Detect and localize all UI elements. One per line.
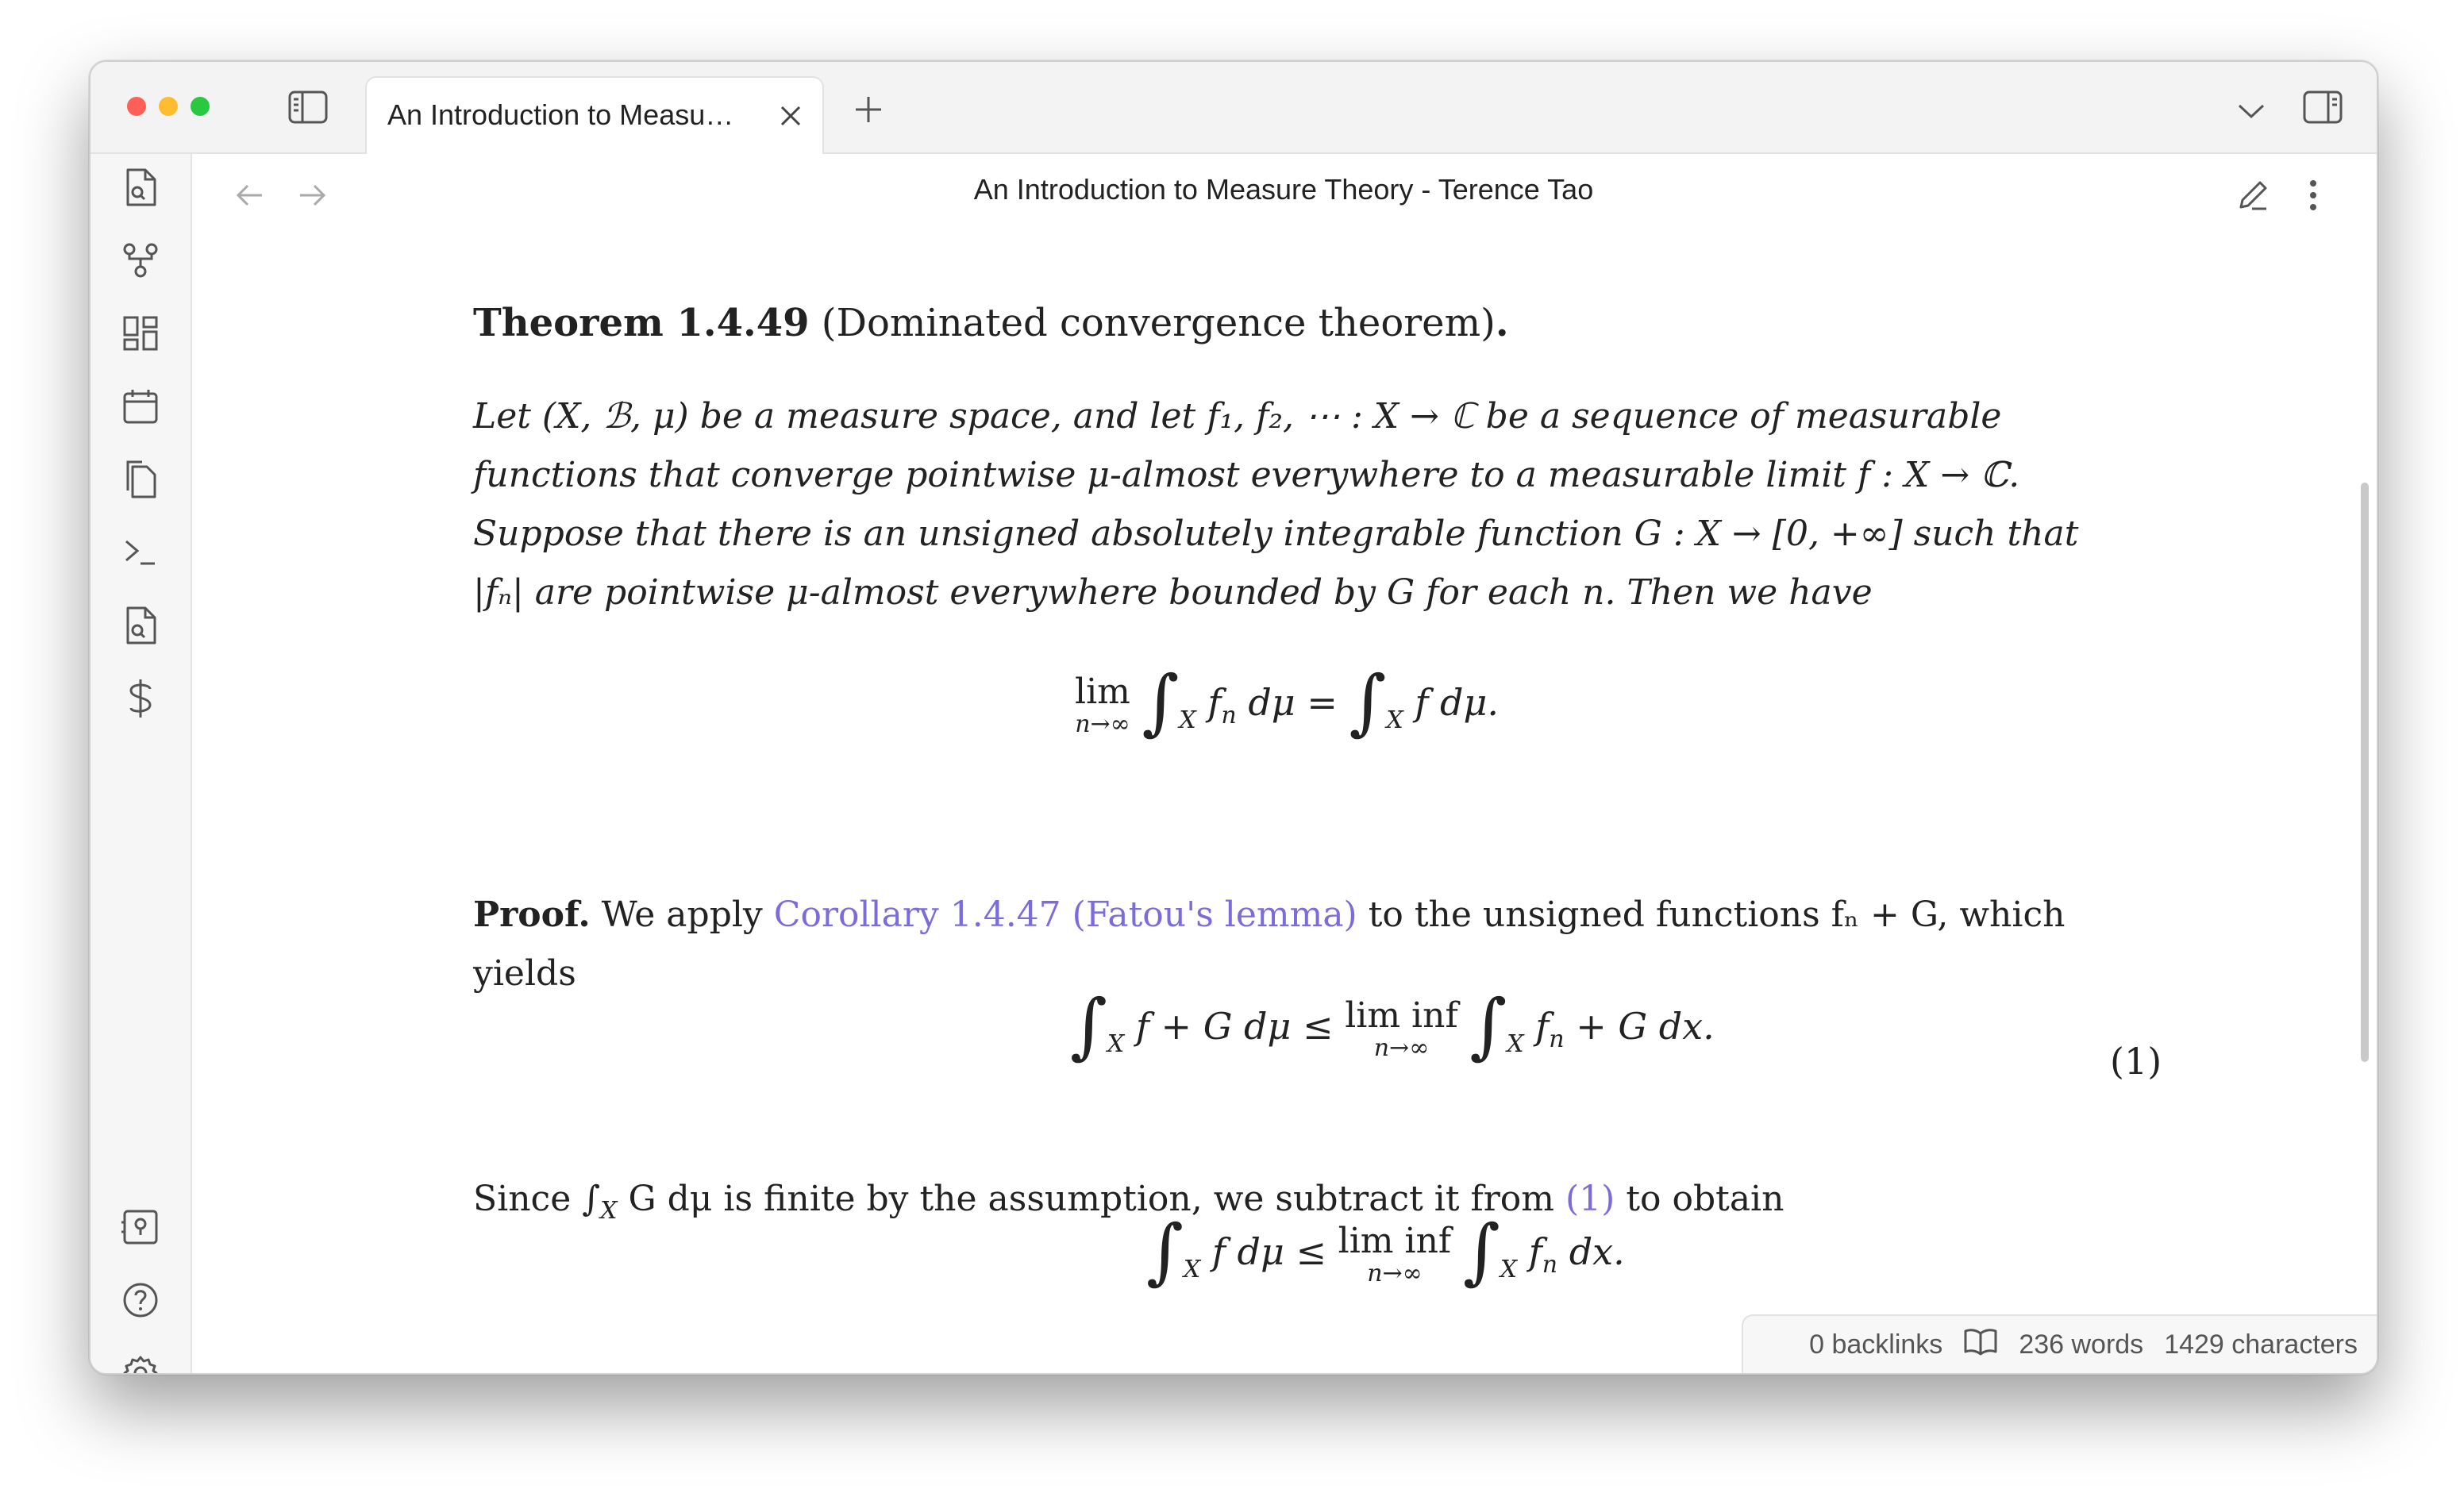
eq1-liminf: lim inf xyxy=(1345,995,1458,1036)
eq-main-lhs-tail: dμ = xyxy=(1236,681,1338,724)
since-after-ref: to obtain xyxy=(1615,1179,1784,1219)
theorem-line-4: |fₙ| are pointwise μ-almost everywhere bounded by G for each n. Then we have xyxy=(473,572,1873,613)
note-content xyxy=(90,62,2377,1373)
eq-main-lhs-sub: n xyxy=(1221,702,1237,729)
proof-text-before: We apply xyxy=(590,895,774,935)
eq1-rhs-tail: + G dx. xyxy=(1564,1005,1715,1048)
theorem-period: . xyxy=(1495,301,1509,345)
eq1-rhs-body: f xyxy=(1535,1005,1550,1048)
eq2-lhs: f dμ ≤ xyxy=(1211,1230,1327,1273)
eq-main-lim-sub: n→∞ xyxy=(1075,710,1130,738)
eq1-lhs: f + G dμ ≤ xyxy=(1135,1005,1334,1048)
eq2-int-sub-2: X xyxy=(1500,1256,1518,1283)
app-window xyxy=(89,60,2378,1375)
equation-2 xyxy=(1146,1199,1625,1293)
proof-line-1 xyxy=(473,886,2065,945)
proof-label: Proof. xyxy=(473,895,591,935)
eq1-int-sub-2: X xyxy=(1507,1030,1524,1058)
equation-1 xyxy=(1070,973,1715,1068)
eq1-rhs-sub: n xyxy=(1549,1025,1565,1053)
integral-sign: ∫ xyxy=(1469,984,1507,1068)
eq-main-int-sub-1: X xyxy=(1179,706,1196,734)
eq2-liminf: lim inf xyxy=(1338,1221,1452,1261)
integral-sign: ∫ xyxy=(1070,984,1107,1068)
tab-title: An Introduction to Measu… xyxy=(387,98,734,131)
character-count: 1429 characters xyxy=(2164,1329,2358,1360)
eq1-liminf-sub: n→∞ xyxy=(1373,1034,1430,1062)
since-before: Since ∫ xyxy=(473,1179,601,1219)
eq2-rhs-sub: n xyxy=(1542,1251,1558,1279)
word-count: 236 words xyxy=(2019,1329,2144,1360)
eq-main-lim: lim xyxy=(1075,671,1130,712)
status-bar xyxy=(1742,1314,2377,1373)
eq1-int-sub-1: X xyxy=(1107,1030,1125,1058)
theorem-number: Theorem 1.4.49 xyxy=(473,301,810,345)
integral-sign: ∫ xyxy=(1349,660,1387,744)
theorem-line-2: functions that converge pointwise μ-almost everywhere to a measurable limit f : X → ℂ. xyxy=(473,455,2020,495)
theorem-name: (Dominated convergence theorem) xyxy=(809,301,1496,345)
theorem-line-3: Suppose that there is an unsigned absolutely integrable function G : X → [0, +∞] such that xyxy=(473,514,2079,554)
eq-main-lhs-body: f xyxy=(1207,681,1222,724)
backlinks-count[interactable]: 0 backlinks xyxy=(1809,1329,1943,1360)
eq2-rhs-body: f xyxy=(1528,1230,1542,1273)
note-title[interactable]: An Introduction to Measure Theory - Terence Tao xyxy=(973,173,1594,206)
since-after-int: G dμ is finite by the assumption, we subtract it from xyxy=(617,1179,1566,1219)
vertical-scrollbar-thumb[interactable] xyxy=(2361,483,2369,1062)
eq-main-int-sub-2: X xyxy=(1386,706,1403,734)
eq2-rhs-tail: dx. xyxy=(1557,1230,1625,1273)
eq2-liminf-sub: n→∞ xyxy=(1367,1260,1423,1287)
theorem-heading xyxy=(473,294,1509,352)
integral-sign: ∫ xyxy=(1462,1210,1500,1293)
since-int-sub: X xyxy=(600,1197,618,1225)
theorem-line-1: Let (X, ℬ, μ) be a measure space, and let f₁, f₂, ⋯ : X → ℂ be a sequence of measurable xyxy=(473,396,2002,437)
equation-1-number: (1) xyxy=(2110,1040,2162,1083)
reading-mode-book-icon[interactable] xyxy=(1963,1327,1998,1363)
eq-main-rhs-body: f dμ. xyxy=(1415,681,1499,724)
eq2-int-sub-1: X xyxy=(1183,1256,1201,1283)
proof-text-after: to the unsigned functions fₙ + G, which xyxy=(1357,895,2066,935)
equation-main xyxy=(1075,649,1499,744)
integral-sign: ∫ xyxy=(1142,660,1180,744)
equation-1-ref-link[interactable]: (1) xyxy=(1565,1179,1615,1219)
fatou-lemma-link[interactable]: Corollary 1.4.47 (Fatou's lemma) xyxy=(773,895,1357,935)
proof-line-2: yields xyxy=(473,953,576,994)
integral-sign: ∫ xyxy=(1146,1210,1184,1293)
